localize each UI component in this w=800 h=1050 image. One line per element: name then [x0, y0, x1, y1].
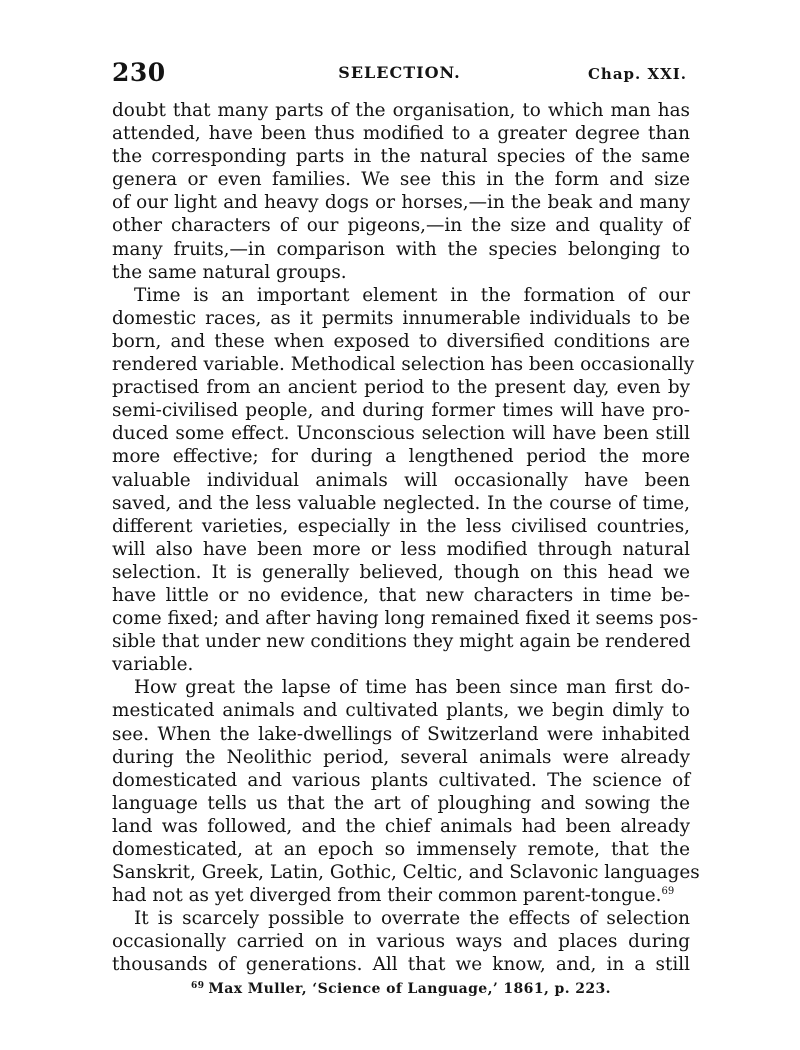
chapter-reference: Chap. XXI. — [587, 65, 687, 83]
text-line: will also have been more or less modified through natural — [112, 538, 690, 560]
text-line: genera or even families. We see this in the form and size — [112, 169, 690, 191]
footnote-text: Max Muller, ‘Science of Language,’ 1861, p. 223. — [208, 981, 611, 997]
text-line: different varieties, especially in the less civilised countries, — [112, 515, 690, 537]
text-line: mesticated animals and cultivated plants, we begin dimly to — [112, 700, 690, 722]
text-line: have little or no evidence, that new characters in time be- — [112, 584, 690, 606]
text-line: come fixed; and after having long remained fixed it seems pos- — [112, 608, 698, 630]
text-line: many fruits,—in comparison with the species belonging to — [112, 238, 690, 260]
text-line: practised from an ancient period to the present day, even by — [112, 377, 690, 399]
text-line: variable. — [112, 654, 194, 676]
text-line: the corresponding parts in the natural species of the same — [112, 146, 690, 168]
page-number: 230 — [112, 58, 166, 87]
text-line: the same natural groups. — [112, 261, 347, 283]
footnote-marker: 69 — [191, 981, 205, 991]
text-line: of our light and heavy dogs or horses,—in the beak and many — [112, 192, 690, 214]
text-line: domesticated, at an epoch so immensely remote, that the — [112, 839, 690, 860]
text-line: more effective; for during a lengthened period the more — [112, 446, 690, 468]
text-line: born, and these when exposed to diversified conditions are — [112, 330, 690, 352]
text-line: semi-civilised people, and during former times will have pro- — [112, 400, 690, 422]
paragraph-start-line: Time is an important element in the formation of our — [134, 284, 690, 306]
text-line: Sanskrit, Greek, Latin, Gothic, Celtic, and Sclavonic languages — [112, 862, 700, 884]
paragraph-start-line: It is scarcely possible to overrate the effects of selection — [134, 908, 690, 930]
body-text — [112, 99, 700, 977]
running-title: SELECTION. — [338, 63, 461, 82]
running-head — [112, 58, 687, 90]
footnote-reference[interactable]: 69 — [661, 886, 675, 898]
text-line: duced some effect. Unconscious selection will have been still — [112, 423, 690, 445]
text-line: attended, have been thus modified to a greater degree than — [112, 123, 690, 145]
text-line: rendered variable. Methodical selection has been occasionally — [112, 354, 695, 376]
text-line: valuable individual animals will occasionally have been — [112, 469, 690, 491]
text-line: land was followed, and the chief animals had been already — [112, 815, 690, 837]
text-line: during the Neolithic period, several animals were already — [112, 746, 690, 768]
text-line: thousands of generations. All that we know, and, in a still — [112, 954, 690, 976]
text-line: sible that under new conditions they might again be rendered — [112, 631, 691, 653]
footnote — [112, 981, 690, 997]
text-line: selection. It is generally believed, though on this head we — [112, 561, 690, 583]
text-line: other characters of our pigeons,—in the size and quality of — [112, 215, 690, 237]
paragraph-start-line: How great the lapse of time has been since man first do- — [134, 677, 690, 699]
text-line: occasionally carried on in various ways and places during — [112, 931, 690, 953]
text-line-with-footnote-ref — [112, 884, 690, 907]
text-line: domesticated and various plants cultivated. The science of — [112, 769, 690, 791]
text-line: language tells us that the art of ploughing and sowing the — [112, 792, 690, 814]
text-line-content: had not as yet diverged from their common parent-tongue. — [112, 885, 662, 907]
text-line: saved, and the less valuable neglected. In the course of time, — [112, 492, 690, 514]
text-line: see. When the lake-dwellings of Switzerland were inhabited — [112, 723, 690, 745]
text-line: domestic races, as it permits innumerable individuals to be — [112, 307, 690, 329]
text-line: doubt that many parts of the organisation, to which man has — [112, 100, 690, 121]
